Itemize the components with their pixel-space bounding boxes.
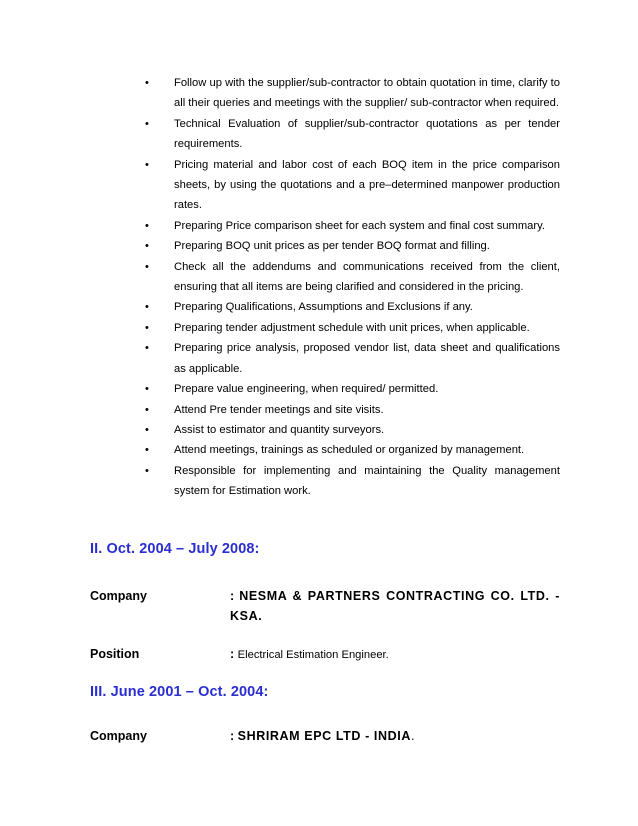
section-heading-3: III. June 2001 – Oct. 2004: — [90, 684, 269, 700]
list-item — [145, 297, 560, 317]
list-item — [145, 461, 560, 502]
list-item-text: Responsible for implementing and maintaining the Quality management system for Estimation work. — [174, 464, 560, 498]
position-name: Electrical Estimation Engineer. — [237, 649, 389, 661]
bullet-icon: • — [145, 240, 149, 253]
list-item-text: Preparing tender adjustment schedule with unit prices, when applicable. — [174, 321, 530, 334]
list-item-text: Attend meetings, trainings as scheduled or organized by management. — [174, 444, 525, 457]
bullet-icon: • — [145, 117, 149, 130]
position-label: Position — [90, 647, 140, 661]
list-item-text: Preparing Price comparison sheet for each system and final cost summary. — [174, 219, 546, 232]
list-item-text: Follow up with the supplier/sub-contractor to obtain quotation in time, clarify to all their queries and meetings with the supplier/ sub-contractor when required. — [174, 77, 560, 110]
bullet-icon: • — [145, 423, 149, 436]
list-item-text: Technical Evaluation of supplier/sub-contractor quotations as per tender requirements. — [174, 117, 560, 151]
position-value — [230, 644, 560, 665]
list-item — [145, 440, 560, 460]
section-heading-2: II. Oct. 2004 – July 2008: — [90, 541, 260, 557]
list-item-text: Pricing material and labor cost of each BOQ item in the price comparison sheets, by using the quotations and a pre–determined manpower production rates. — [174, 158, 560, 212]
list-item-text: Check all the addendums and communications received from the client, ensuring that all items are being clarified and considered in the pricing. — [174, 260, 560, 294]
list-item — [145, 400, 560, 420]
list-item-text: Preparing price analysis, proposed vendor list, data sheet and qualifications as applicable. — [174, 342, 560, 375]
company-label: Company — [90, 729, 147, 743]
company-label: Company — [90, 589, 147, 603]
bullet-icon: • — [145, 464, 149, 477]
bullet-icon: • — [145, 342, 149, 355]
bullet-icon: • — [145, 158, 149, 171]
list-item — [145, 257, 560, 298]
responsibilities-list — [145, 73, 560, 502]
bullet-icon: • — [145, 260, 149, 273]
list-item — [145, 114, 560, 155]
bullet-icon: • — [145, 444, 149, 457]
company-value — [230, 726, 560, 746]
bullet-icon: • — [145, 383, 149, 396]
bullet-icon: • — [145, 219, 149, 232]
list-item-text: Attend Pre tender meetings and site visits. — [174, 403, 384, 416]
bullet-icon: • — [145, 77, 149, 89]
company-value — [230, 586, 560, 626]
list-item — [145, 318, 560, 338]
list-item — [145, 379, 560, 399]
list-item — [145, 155, 560, 216]
bullet-icon: • — [145, 403, 149, 416]
list-item — [145, 338, 560, 379]
company-suffix: . — [410, 729, 415, 743]
list-item-text: Preparing Qualifications, Assumptions and Exclusions if any. — [174, 301, 473, 314]
list-item — [145, 236, 560, 256]
bullet-icon: • — [145, 321, 149, 334]
list-item-text: Preparing BOQ unit prices as per tender BOQ format and filling. — [174, 240, 490, 253]
list-item-text: Assist to estimator and quantity surveyors. — [174, 423, 385, 436]
list-item — [145, 73, 560, 114]
company-colon: : — [230, 589, 235, 603]
company-colon: : — [230, 729, 235, 743]
list-item-text: Prepare value engineering, when required/ permitted. — [174, 383, 439, 396]
list-item — [145, 420, 560, 440]
bullet-icon: • — [145, 301, 149, 314]
company-name: NESMA & PARTNERS CONTRACTING CO. LTD. - KSA. — [230, 589, 560, 623]
list-item — [145, 216, 560, 236]
position-colon: : — [230, 647, 235, 661]
company-name: SHRIRAM EPC LTD - INDIA — [237, 729, 411, 743]
